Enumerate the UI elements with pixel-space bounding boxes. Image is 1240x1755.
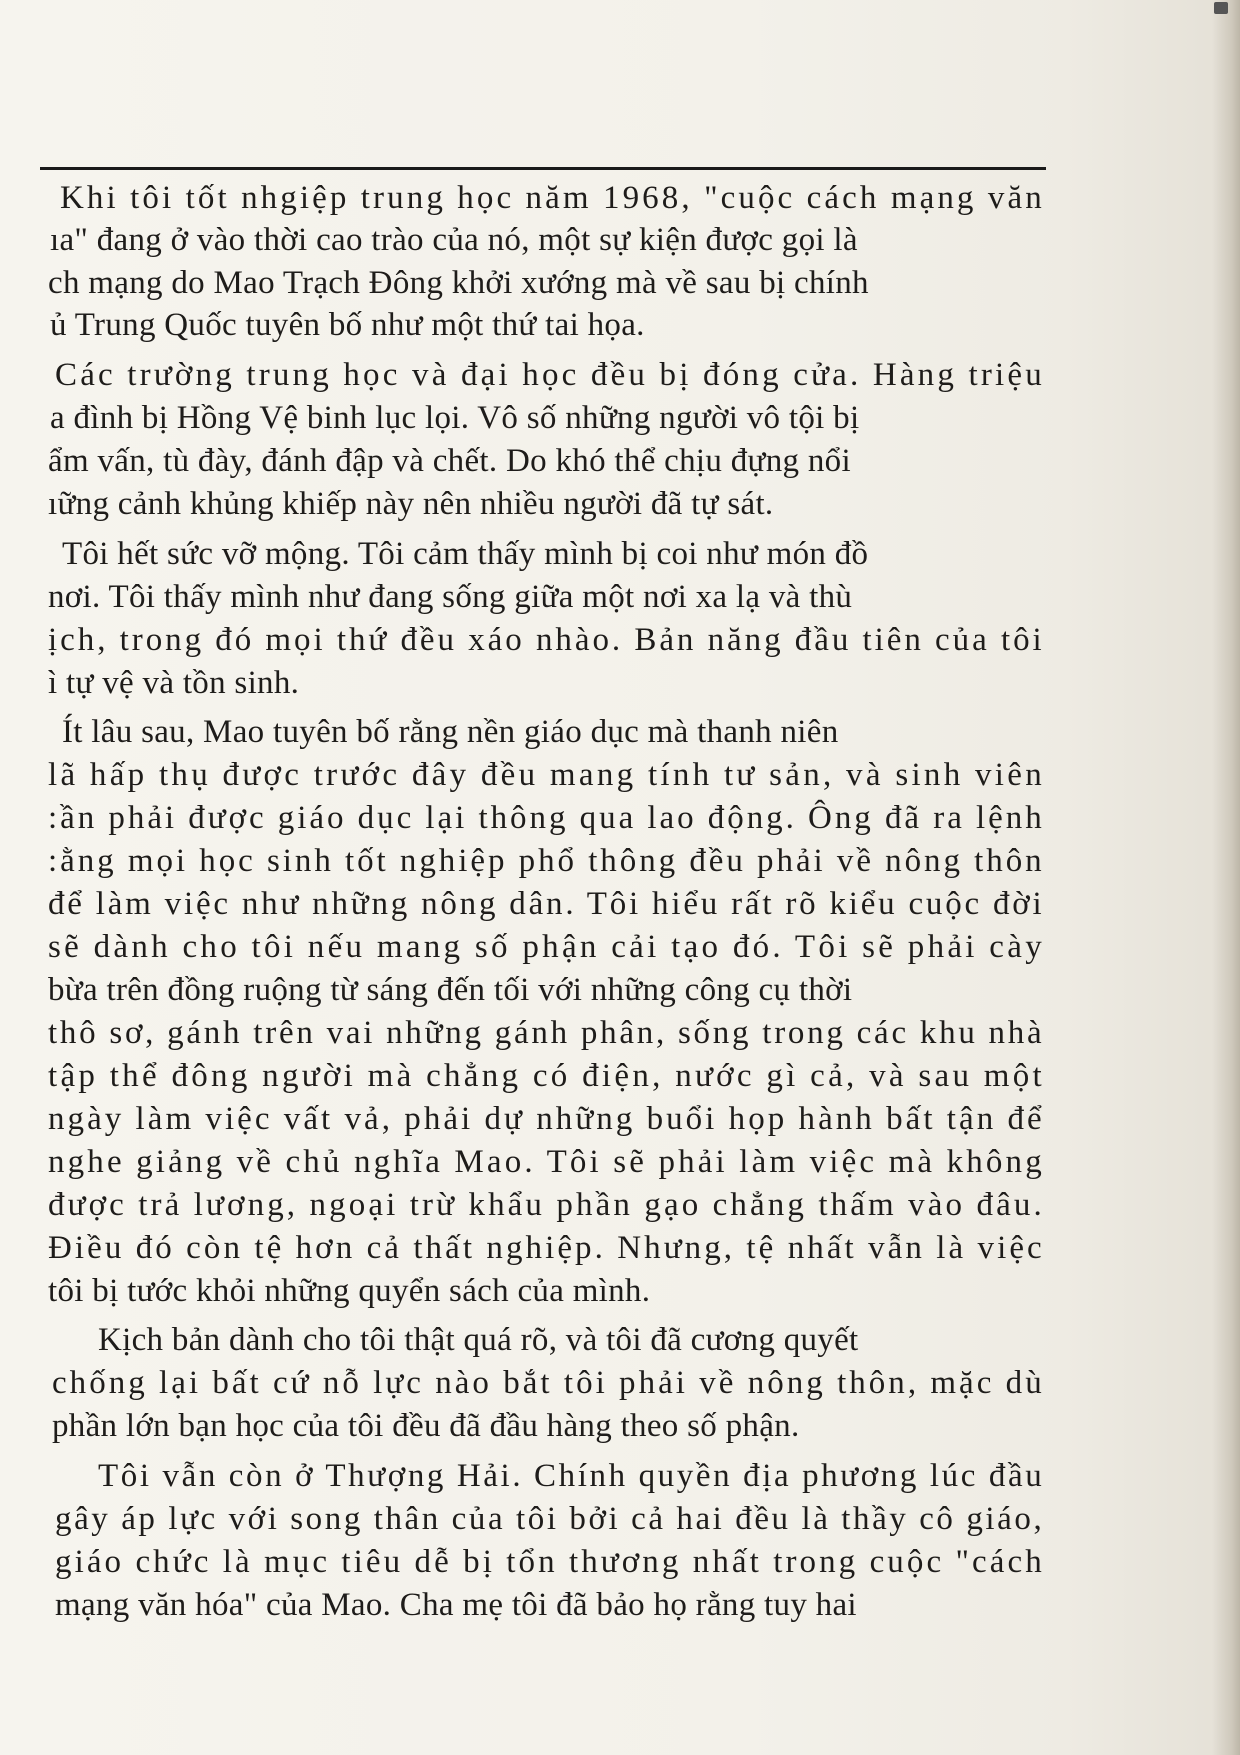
text-line: phần lớn bạn học của tôi đều đã đầu hàng theo số phận. <box>52 1408 800 1444</box>
text-line: ıững cảnh khủng khiếp này nên nhiều người đã tự sát. <box>48 486 774 522</box>
text-line: Tôi vẫn còn ở Thượng Hải. Chính quyền địa phương lúc đầu <box>98 1458 1045 1494</box>
text-line: tập thể đông người mà chẳng có điện, nước gì cả, và sau một <box>48 1058 1045 1094</box>
text-line: gây áp lực với song thân của tôi bởi cả hai đều là thầy cô giáo, <box>55 1501 1045 1537</box>
text-line: ngày làm việc vất vả, phải dự những buổi họp hành bất tận để <box>48 1101 1045 1137</box>
text-line: thô sơ, gánh trên vai những gánh phân, sống trong các khu nhà <box>48 1015 1045 1051</box>
text-line: Tôi hết sức vỡ mộng. Tôi cảm thấy mình bị coi như món đồ <box>62 536 869 572</box>
text-line: ıa" đang ở vào thời cao trào của nó, một sự kiện được gọi là <box>50 222 858 258</box>
text-line: Khi tôi tốt nhgiệp trung học năm 1968, "cuộc cách mạng văn <box>60 180 1045 216</box>
text-line: tôi bị tước khỏi những quyển sách của mình. <box>48 1273 651 1309</box>
text-line: ì tự vệ và tồn sinh. <box>48 665 300 701</box>
text-line: a đình bị Hồng Vệ binh lục lọi. Vô số những người vô tội bị <box>50 400 860 436</box>
text-line: giáo chức là mục tiêu dễ bị tổn thương nhất trong cuộc "cách <box>55 1544 1045 1580</box>
text-line: chống lại bất cứ nỗ lực nào bắt tôi phải về nông thôn, mặc dù <box>52 1365 1045 1401</box>
text-line: ch mạng do Mao Trạch Đông khởi xướng mà về sau bị chính <box>48 265 869 301</box>
text-line: :ằng mọi học sinh tốt nghiệp phổ thông đều phải về nông thôn <box>48 843 1045 879</box>
text-line: Ít lâu sau, Mao tuyên bố rằng nền giáo dục mà thanh niên <box>62 714 839 750</box>
text-line: :ần phải được giáo dục lại thông qua lao động. Ông đã ra lệnh <box>48 800 1045 836</box>
text-line: lã hấp thụ được trước đây đều mang tính tư sản, và sinh viên <box>48 757 1045 793</box>
text-line: Điều đó còn tệ hơn cả thất nghiệp. Nhưng, tệ nhất vẫn là việc <box>48 1230 1045 1266</box>
text-line: ịch, trong đó mọi thứ đều xáo nhào. Bản năng đầu tiên của tôi <box>48 622 1045 658</box>
text-line: để làm việc như những nông dân. Tôi hiểu rất rõ kiểu cuộc đời <box>48 886 1045 922</box>
text-line: mạng văn hóa" của Mao. Cha mẹ tôi đã bảo họ rằng tuy hai <box>55 1587 857 1623</box>
text-line: ẩm vấn, tù đày, đánh đập và chết. Do khó thể chịu đựng nổi <box>48 443 851 479</box>
text-line: nghe giảng về chủ nghĩa Mao. Tôi sẽ phải làm việc mà không <box>48 1144 1045 1180</box>
text-line: Các trường trung học và đại học đều bị đóng cửa. Hàng triệu <box>55 357 1045 393</box>
text-line: được trả lương, ngoại trừ khẩu phần gạo chẳng thấm vào đâu. <box>48 1187 1045 1223</box>
text-line: bừa trên đồng ruộng từ sáng đến tối với những công cụ thời <box>48 972 853 1008</box>
text-line: Kịch bản dành cho tôi thật quá rõ, và tôi đã cương quyết <box>98 1322 859 1358</box>
text-line: sẽ dành cho tôi nếu mang số phận cải tạo đó. Tôi sẽ phải cày <box>48 929 1045 965</box>
text-line: ủ Trung Quốc tuyên bố như một thứ tai họa. <box>50 307 645 343</box>
text-line: nơi. Tôi thấy mình như đang sống giữa một nơi xa lạ và thù <box>48 579 853 615</box>
